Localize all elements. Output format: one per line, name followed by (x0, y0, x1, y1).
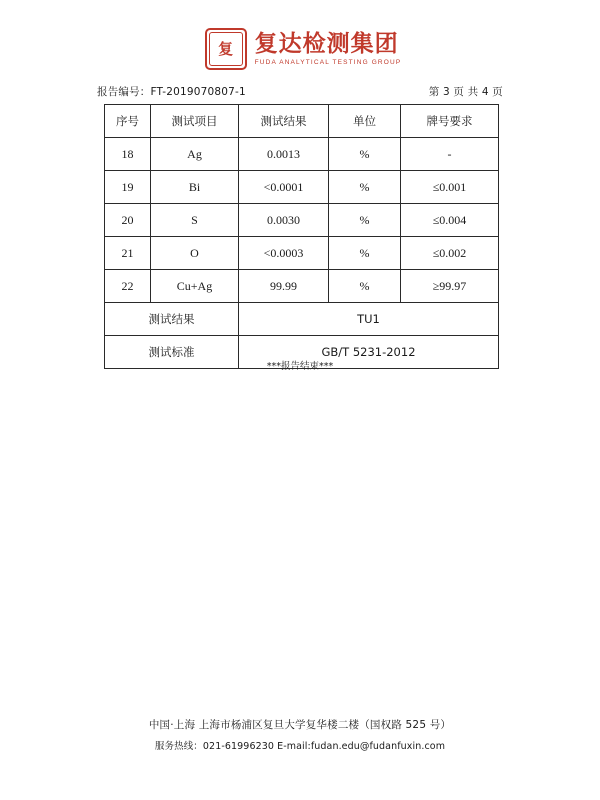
row-no: 19 (105, 171, 151, 204)
row-item: Cu+Ag (151, 270, 239, 303)
table-row (105, 270, 499, 303)
page-number: 第 3 页 共 4 页 (428, 86, 503, 98)
logo-text-block (255, 32, 402, 66)
row-unit: % (329, 171, 401, 204)
row-spec: ≥99.97 (401, 270, 499, 303)
table-header-row (105, 105, 499, 138)
row-unit: % (329, 138, 401, 171)
summary-row-result (105, 303, 499, 336)
summary-label: 测试标准 (105, 336, 239, 369)
row-no: 21 (105, 237, 151, 270)
seal-icon (205, 28, 247, 70)
table-row (105, 171, 499, 204)
table-row (105, 204, 499, 237)
row-unit: % (329, 237, 401, 270)
table-header-cell: 单位 (329, 105, 401, 138)
row-result: <0.0003 (239, 237, 329, 270)
row-unit: % (329, 270, 401, 303)
test-results-table (104, 104, 499, 369)
row-result: 0.0013 (239, 138, 329, 171)
row-item: Ag (151, 138, 239, 171)
report-number: 报告编号：FT-2019070807-1 (97, 86, 246, 98)
document-footer (0, 717, 600, 752)
table-header-cell: 序号 (105, 105, 151, 138)
table-row (105, 138, 499, 171)
summary-label: 测试结果 (105, 303, 239, 336)
summary-value: TU1 (239, 303, 499, 336)
report-meta-line (97, 84, 503, 99)
table-header-cell: 牌号要求 (401, 105, 499, 138)
row-no: 20 (105, 204, 151, 237)
end-of-report-note: ***报告结束*** (266, 361, 334, 372)
document-header (0, 28, 600, 70)
company-logo (205, 28, 402, 70)
row-spec: ≤0.004 (401, 204, 499, 237)
row-spec: ≤0.002 (401, 237, 499, 270)
footer-contact: 服务热线：021-61996230 E-mail:fudan.edu@fudanfuxin.com (154, 741, 446, 752)
row-item: S (151, 204, 239, 237)
row-result: <0.0001 (239, 171, 329, 204)
row-no: 22 (105, 270, 151, 303)
summary-value: GB/T 5231-2012 (239, 336, 499, 369)
footer-address: 中国·上海 上海市杨浦区复旦大学复华楼二楼（国权路 525 号） (148, 719, 452, 731)
row-item: O (151, 237, 239, 270)
row-item: Bi (151, 171, 239, 204)
row-unit: % (329, 204, 401, 237)
row-result: 0.0030 (239, 204, 329, 237)
company-name-cn: 复达检测集团 (254, 30, 399, 57)
row-spec: - (401, 138, 499, 171)
table-header-cell: 测试结果 (239, 105, 329, 138)
company-name-en: FUDA ANALYTICAL TESTING GROUP (254, 59, 402, 67)
table-row (105, 237, 499, 270)
table-header-cell: 测试项目 (151, 105, 239, 138)
seal-icon-char: 复 (209, 32, 243, 66)
row-no: 18 (105, 138, 151, 171)
row-result: 99.99 (239, 270, 329, 303)
row-spec: ≤0.001 (401, 171, 499, 204)
